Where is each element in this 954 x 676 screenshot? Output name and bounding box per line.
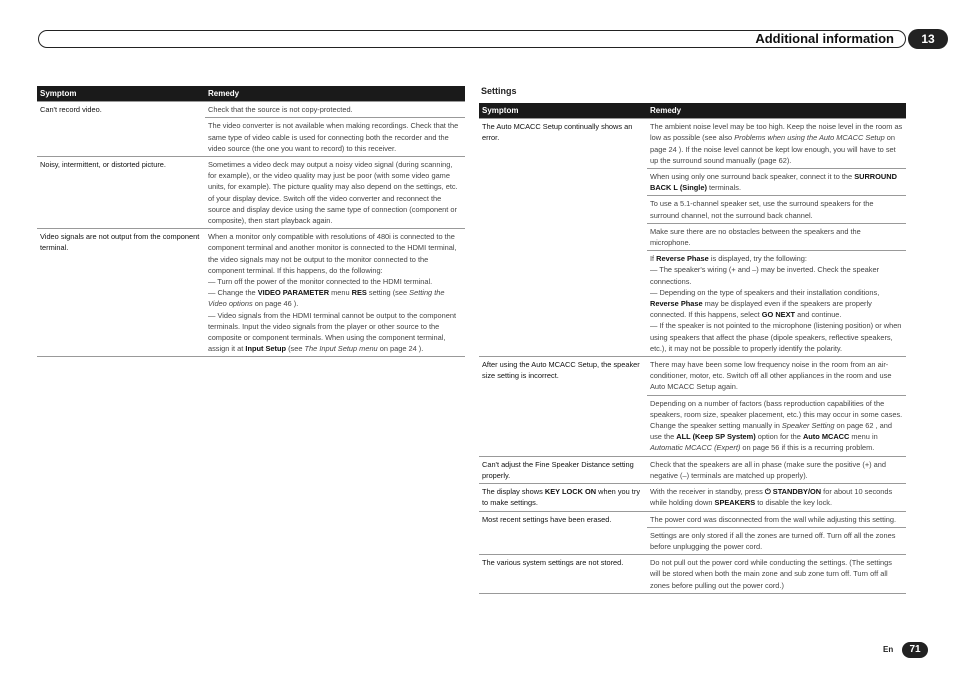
remedy-bold: Reverse Phase [650, 299, 703, 309]
remedy-link[interactable]: Speaker Setting [781, 421, 835, 431]
section-title-settings: Settings [481, 86, 517, 96]
remedy-cell: Make sure there are no obstacles between the speakers and the microphone. [647, 223, 906, 250]
remedy-bold: Reverse Phase [656, 254, 709, 264]
remedy-text: — Change the [208, 288, 258, 298]
remedy-text: — Depending on the type of speakers and their installation conditions, [650, 287, 880, 297]
remedy-cell [647, 484, 906, 511]
page-number: 71 [902, 642, 928, 658]
remedy-text: to disable the key lock. [755, 498, 833, 508]
remedy-cell: Sometimes a video deck may output a noisy video signal (during scanning, for example), or the video quality may just be poor (with some video game units, for example). The picture quality may also depend on the settings, etc. of your display device. Switch off the video converter and reconnect the source and display device using the same type of connection (component or composite), then start playback again. [205, 157, 465, 229]
remedy-text: on page 46 ). [252, 299, 299, 309]
symptom-cell: The Auto MCACC Setup continually shows an error. [479, 119, 647, 357]
remedy-text: (see [286, 344, 305, 354]
symptom-cell: Most recent settings have been erased. [479, 511, 647, 555]
symptom-bold: KEY LOCK ON [544, 487, 597, 497]
remedy-text: When a monitor only compatible with resolutions of 480i is connected to the component terminal and another monitor is connected to the HDMI terminal, the video signals may not be output to the monitor connected to the component terminal. If this happens, do the following: [208, 232, 457, 275]
remedy-text: option for the [755, 432, 803, 442]
remedy-text: The ambient noise level may be too high. Keep the noise level in the room as low as possible (see also [650, 122, 903, 143]
remedy-text: menu in [849, 432, 878, 442]
col-remedy-header: Remedy [205, 86, 465, 102]
remedy-text: on page 24 ). [377, 344, 424, 354]
remedy-bold: VIDEO PARAMETER [257, 288, 330, 298]
symptom-cell: Can't adjust the Fine Speaker Distance setting properly. [479, 456, 647, 483]
table-row [479, 357, 906, 396]
remedy-bold: ⏻ STANDBY/ON [764, 487, 822, 497]
remedy-text: With the receiver in standby, press [650, 487, 765, 497]
remedy-cell [647, 395, 906, 456]
remedy-text: on page 56 if this is a recurring problem. [740, 443, 875, 453]
remedy-text: and continue. [795, 310, 842, 320]
remedy-bold: Auto MCACC [802, 432, 850, 442]
symptom-cell: Noisy, intermittent, or distorted picture. [37, 157, 205, 229]
symptom-text: The display shows [482, 487, 545, 497]
table-row [37, 102, 465, 118]
remedy-text: terminals. [706, 183, 742, 193]
right-column [479, 86, 906, 594]
remedy-cell: Do not pull out the power cord while conducting the settings. (The settings will be stored when both the main zone and sub zone turn off. Turn off all zones before pulling out the power cord.) [647, 555, 906, 594]
symptom-cell: After using the Auto MCACC Setup, the speaker size setting is incorrect. [479, 357, 647, 457]
remedy-cell [205, 229, 465, 357]
symptom-cell: The various system settings are not stored. [479, 555, 647, 594]
left-column [37, 86, 465, 357]
remedy-text: — The speaker's wiring (+ and –) may be inverted. Check the speaker connections. [650, 265, 880, 286]
page-title: Additional information [755, 31, 894, 46]
footer-language: En [883, 645, 894, 654]
remedy-text: — If the speaker is not pointed to the microphone (listening position) or when using speakers that affect the phase (dipole speakers, reflective speakers, etc.), it may not be possible to properly identify the polarity. [650, 321, 902, 353]
remedy-text: — Turn off the power of the monitor connected to the HDMI terminal. [208, 277, 433, 287]
remedy-cell [647, 169, 906, 196]
table-row [479, 511, 906, 527]
remedy-cell: Check that the source is not copy-protected. [205, 102, 465, 118]
troubleshooting-table-settings [479, 103, 906, 594]
table-row [37, 157, 465, 229]
remedy-text: on page 24 ). If the noise level cannot be kept low enough, you will have to set up the surround sound manually (page 62). [650, 133, 896, 165]
remedy-bold: SPEAKERS [714, 498, 756, 508]
remedy-link[interactable]: The Input Setup menu [304, 344, 378, 354]
col-symptom-header: Symptom [479, 103, 647, 119]
symptom-text: when you try to make settings. [482, 487, 641, 508]
table-row [479, 555, 906, 594]
remedy-cell: To use a 5.1-channel speaker set, use the surround speakers for the surround channel, not the surround back channel. [647, 196, 906, 223]
remedy-link[interactable]: Automatic MCACC (Expert) [650, 443, 741, 453]
remedy-bold: SURROUND BACK L (Single) [650, 172, 897, 193]
remedy-text: for about 10 seconds while holding down [650, 487, 893, 508]
remedy-cell: The power cord was disconnected from the wall while adjusting this setting. [647, 511, 906, 527]
remedy-cell [647, 119, 906, 169]
symptom-cell: Video signals are not output from the component terminal. [37, 229, 205, 357]
remedy-cell: Check that the speakers are all in phase (make sure the positive (+) and negative (–) terminals are matched up properly). [647, 456, 906, 483]
symptom-cell [479, 484, 647, 511]
remedy-bold: Input Setup [245, 344, 287, 354]
troubleshooting-table-video [37, 86, 465, 357]
remedy-bold: ALL (Keep SP System) [676, 432, 756, 442]
remedy-link[interactable]: Setting the Video options [208, 288, 445, 309]
symptom-cell: Can't record video. [37, 102, 205, 157]
remedy-text: Depending on a number of factors (bass reproduction capabilities of the speakers, room size, speaker placement, etc.) this may occur in some cases. Change the speaker setting manually in [650, 398, 903, 431]
remedy-text: setting (see [366, 288, 410, 298]
table-row [37, 229, 465, 357]
remedy-cell [647, 251, 906, 357]
remedy-bold: RES [351, 288, 367, 298]
table-row [479, 456, 906, 483]
table-row [479, 484, 906, 511]
remedy-text: If [650, 254, 657, 264]
remedy-bold: GO NEXT [761, 310, 796, 320]
remedy-text: When using only one surround back speaker, connect it to the [650, 172, 855, 182]
remedy-link[interactable]: Problems when using the Auto MCACC Setup [734, 133, 885, 143]
chapter-number: 13 [908, 29, 948, 49]
remedy-text: is displayed, try the following: [708, 254, 807, 264]
remedy-text: menu [329, 288, 352, 298]
remedy-cell: Settings are only stored if all the zones are turned off. Turn off all the zones before unplugging the power cord. [647, 527, 906, 554]
remedy-text: — Video signals from the HDMI terminal cannot be output to the component terminals. Input the video signals from the player or other source to the composite or component terminals. When using the component terminal, assign it at [208, 310, 456, 354]
remedy-cell: There may have been some low frequency noise in the room from an air-conditioner, motor, etc. Switch off all other appliances in the room and use Auto MCACC Setup again. [647, 357, 906, 396]
remedy-text: on page 62 , and use the [650, 421, 893, 442]
col-remedy-header: Remedy [647, 103, 906, 119]
col-symptom-header: Symptom [37, 86, 205, 102]
remedy-text: may be displayed even if the speakers are properly connected. If this happens, select [650, 299, 872, 320]
table-row [479, 119, 906, 169]
remedy-cell: The video converter is not available when making recordings. Check that the same type of video cable is used for connecting both the recorder and the video source (the one you want to record) to this receiver. [205, 118, 465, 157]
